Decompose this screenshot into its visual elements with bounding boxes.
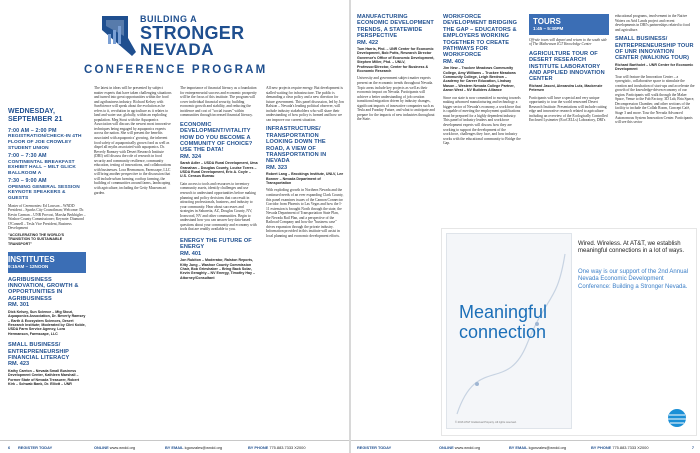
session-speakers: Sarah Adler – USDA Rural Development, Uma Granahan – Douglas County, Louise Torres – USDA Rural Development, Eric A. Coyle – U.S. Census Bureau [180,161,258,179]
session-body: With exploding growth in Northern Nevada and the continued needs of an ever expanding Clark County, this panel examines issues of the Cannon Connector Corridor from Phoenix to Las Vegas and how the I-11 extension is brought North through the state, the Nevada Department of Transportation State Plan, the Nevada Rail Plan, and a perspective of the Railroad Company and how the "business case" drives expansion through the private industry. Information provided in this institute will assist in local planning and economic development efforts. [266,188,344,238]
ad-body: Wired. Wireless. At AT&T, we establish meaningful connections in a lot of ways. [578,241,685,255]
dri-continued: educational programs, involvement in the Native Waters on Arid Lands project and recent developments in DRI's partnerships related to food and agriculture. [615,14,691,32]
logo-line-3: NEVADA [140,40,215,59]
logo-line-1: BUILDING A [140,14,198,24]
page-number: 7 [691,445,694,450]
schedule-time: 7:00 – 7:30 AM [8,153,47,160]
session-room: RM. 401 [180,250,202,257]
phone-number: 775.883.7333 X2000 [269,445,306,450]
ad-headline-line-1: Meaningful [459,302,548,322]
right-column-3 [529,14,609,224]
day-heading: WEDNESDAY, SEPTEMBER 21 [8,108,63,123]
session-title: ENERGY THE FUTURE OF ENERGY [180,237,252,251]
email-link[interactable]: kgonzales@wndd.org [528,445,567,450]
session-title: SMALL BUSINESS/ ENTREPRENEURSHIP TOUR OF UNR INNOVATION CENTER (WALKING TOUR) [615,36,694,62]
session-title: AGRICULTURE TOUR OF DESERT RESEARCH INSTITUTE LABORATORY AND APPLIED INNOVATION CENTER [529,50,605,83]
session-body: Participants will have a special and very unique opportunity to tour the world renowned Desert Research Institute. Presentations will include cutting edge and innovative research related to agriculture including an overview of the Ecologically Controlled Enclosed Lysimeter (EcoCELLs) Laboratory, DRI's [529,95,608,123]
session-title: ECONOMIC DEVELOPMENT/VITALITY HOW DO YOU BECOME A COMMUNITY OF CHOICE? USE THE DATA! [180,121,253,154]
right-column-4 [615,14,695,224]
session-block [443,14,521,146]
session-title: INFRASTRUCTURE/ TRANSPORTATION LOOKING DOWN THE ROAD, A VIEW OF TRANSPORTATION IN NEVADA [266,126,327,165]
institutes-label: INSTITUTES [8,255,55,265]
schedule-time: 7:30 – 9:00 AM [8,178,47,185]
session-room: RM. 402 [443,58,465,65]
email-label: BY EMAIL [509,445,528,450]
session-speakers: Jim New – Truckee Meadows Community College, Amy Williams – Truckee Meadows Community College, Leigh Berdrow – Academy for Career Education, Lindsay Mason – Western Nevada College Partner, Aaron West – NV Builders Alliance [443,66,516,93]
att-globe-logo-icon [666,407,688,429]
session-body: University and government subject matter experts present on the economic trends throughout Nevada. Topic areas include key projects as well as their economic impact on Nevada. Participants will achieve a better understanding of job creation transitional migration driven by industry changes, significant impacts of innovative companies such as Tesla and Faraday Future, and what to anticipate and prepare for the impacts of new industries throughout the State. [357,76,435,122]
session-speakers: Dick Kelsey, Sun Science – Mtg Stout, Aquaponics Association, Dr. Beverly Ramsey – Earth & Ecosystem Sciences, Desert Research Institute; Moderated by Clint Koble, USDA Farm Service Agency, Lora Hermanson, Farmscape, LLC [8,309,86,336]
session-block [529,51,609,123]
left-col3-sessions [180,122,258,280]
right-col2-sessions [443,14,521,146]
program-title: CONFERENCE PROGRAM [84,64,268,76]
schedule-title: OPENING GENERAL SESSION KEYNOTE SPEAKERS & GUESTS [8,184,80,201]
left-column-2 [94,86,172,432]
schedule-title: REGISTRATION/CHECK-IN 4TH FLOOR OF JOE CROWLEY STUDENT UNION [8,134,82,151]
left-column-1 [8,108,86,436]
session-block [615,36,695,124]
email-label: BY EMAIL [165,445,184,450]
ad-fine-print: © 2016 AT&T Intellectual Property. All rights reserved. [455,421,517,424]
session-speakers: Richard Bartholet – UNR Center for Economic Development [615,62,694,72]
session-block [357,14,435,122]
left-footer [0,440,349,453]
session-speakers: Jon Rubiton – Moderator, Ralston Reports, Kitty Jung – Washoe County Commission Chair, Bob Grieshaber – Bring Back Solar, Kevin Geraghty – NV Energy, Timothy Hay – Attorney/Consultant [180,258,255,280]
session-speakers: Kathy Carrion – Nevada Small Business Development Center, Kathleen Marshall – Former State of Nevada Treasurer, Robert Kirk – Schwab Bank, Dr. Elliott – UNR [8,368,80,386]
register-today: REGISTER TODAY [357,445,392,450]
left-col4-sessions [266,126,344,238]
online-link[interactable]: www.wndd.org [454,445,481,450]
ad-image-panel [446,233,572,429]
right-col3-sessions [529,51,609,123]
ad-headline-line-2: connection [459,322,547,342]
nevada-state-icon [98,12,138,58]
left-col1-sessions [8,277,86,387]
agribusiness-body: The latest in ideas will be presented by subject matter experts that have taken challenging situations and turned into great opportunities within the food and agribusiness industry. Richard Kelsey with SunScience will speak about the evolution as he refers to it, revolution in agriculture as it relates to land and water use, globally, within an exploding population. Meg Stout with the Aquaponics Association will discuss the newest most innovative techniques being engaged by aquaponics experts across the nation. She will present the benefits associated with aquaponics' growing, the inherent food safety of aquaponically grown food as well as dispel all myths associated with aquaponics. Dr. Beverly Ramsey with Desert Research Institute (DRI) will discuss the role of research in food security and community resilience, community education, testing of innovations, and collaborations with businesses. Lora Hermanson, Farmscape, LLC will bring another perspective to the discussion that will include urban farming, rooftop farming, the building of communities around farms, landscaping with agriculture, including the Getty Museum art garden. [94,86,172,195]
institutes-time: 9:15AM – 12NOON [8,264,49,270]
financial-literacy-body: The importance of financial literacy as a foundation for entrepreneurial success and economic prosperity will be the focus of this institute. The program will cover individual financial security, building economic growth and stability, and reducing the incidence and cost of "social issues" within communities through increased financial literacy. [180,86,257,118]
opening-theme: "ACCELERATING THE WORLD'S TRANSITION TO SUSTAINABLE TRANSPORT" [8,232,64,246]
session-block [8,342,86,386]
left-page [0,0,349,453]
session-title: AGRIBUSINESS INNOVATION, GROWTH & OPPORTUNITIES IN AGRIBUSINESS [8,276,79,302]
session-room: RM. 423 [8,361,30,368]
online-link[interactable]: www.wndd.org [109,445,136,450]
right-column-2 [443,14,521,224]
conference-logo [98,10,268,60]
tours-label: TOURS [533,17,561,26]
schedule-title: CONTINENTAL BREAKFAST EXHIBIT HALL – MILT GLICK BALLROOM A [8,159,76,176]
left-column-4 [266,86,344,432]
tours-bar [529,14,609,35]
left-column-3 [180,86,258,432]
email-link[interactable]: kgonzales@wndd.org [184,445,223,450]
schedule-list [8,128,86,202]
session-speakers: Robert Lang – Brookings Institute, UNLV, Lee Bonner – Nevada Department of Transportation [266,172,344,186]
session-room: RM. 301 [8,302,30,309]
session-body: Tour will feature the Innovation Center – a synergistic, collaborative space to stimulate the creation and incubation of start-ups and accelerate the growth of the knowledge-driven economy of our region. Participants will walk through the Maker Space, Venue to the Fab Factory, 3D Lab, Bria Space, Decompression Chamber, and other sections of the facility to include the Collab Room, Concept Café, Stage 3 and more. Tour the Nevada Advanced Autonomous System Innovation Center. Participants will see this sector [615,74,695,125]
session-block [266,126,344,238]
tours-time: 1:45 – 5:30PM [533,26,564,31]
session-title: MANUFACTURING ECONOMIC DEVELOPMENT TRENDS, A STATEWIDE PERSPECTIVE [357,14,434,40]
session-block [180,122,258,232]
online-label: ONLINE [439,445,454,450]
session-body: Since our state is now committed to moving towards making advanced manufacturing and technology a bigger sector of Nevada's economy, a workforce that is capable of meeting the employment qualifications must be prepared for a highly dependent industry. This panel of industry leaders and workforce development experts will discuss how they are working to support the development of the workforce, challenges they face, and how industry works with the educational community to Bridge the Gap. [443,95,521,146]
att-ad [441,228,697,436]
session-title: SMALL BUSINESS/ ENTREPRENEURSHIP FINANCIAL LITERACY [8,342,70,361]
session-room: RM. 324 [180,153,202,160]
right-page [351,0,700,453]
energy-body: All new projects require energy. But development is stalled waiting for infrastructure. The public is demanding a clear policy and a new direction for future government. This panel discussion, led by Jon Ralston – Nevada's leading political observer, will include industry stakeholders who will share their understanding of how policy is formed and how we can improve our current situation. [266,86,344,122]
register-today: REGISTER TODAY [18,445,53,450]
online-label: ONLINE [94,445,109,450]
ad-highlight: One way is our support of the 2nd Annual Nevada Economic Development Conference: Building a Stronger Nevada. [578,269,689,290]
tours-intro: Off-site tours will depart and return to the south side of The Mathewson IGT Knowledge Center [529,37,608,47]
logo-line-2: STRONGER [140,23,245,43]
right-col1-sessions [357,14,435,122]
session-title: WORKFORCE DEVELOPMENT BRIDGING THE GAP – EDUCATORS & EMPLOYERS WORKING TOGETHER TO CREATE PATHWAYS FOR WORKFORCE [443,14,518,59]
phone-label: BY PHONE [591,445,612,450]
session-room: RM. 323 [266,164,288,171]
schedule-time: 7:00 AM – 2:00 PM [8,128,57,134]
session-block [180,238,258,280]
session-body: Gain access to tools and resources to inventory community assets, identify challenges and use research to understand opportunities before making planning and policy decisions that can result in attracting professionals, business, and industry to your community. Hear about successes and strategies in Sabaretta, AZ, Douglas County, NV, Ironwood, NV and other communities. Begin to understand how you can answer key data-based questions about your community and economy with tools that are readily available to you. [180,181,257,232]
institutes-bar [8,252,86,273]
session-room: RM. 422 [357,39,379,46]
session-speakers: Tom Harris, Phd. – UNR Center for Economic Development, Bob Potts, Research Director Governor's Office of Economic Development, Stephen Miller, Phd. – UNLV, Professor/Director, Center for Business & Economic Research [357,47,435,74]
right-column-1 [357,14,435,434]
session-block [8,277,86,336]
right-col4-sessions [615,36,695,124]
phone-label: BY PHONE [248,445,269,450]
right-footer [351,440,700,453]
session-speakers: Richard Jasoni, Alexandra Lutz, Mackenzie Petersen [529,83,603,93]
phone-number: 775.883.7333 X2000 [612,445,649,450]
page-number: 6 [8,445,11,450]
opening-speakers: Master of Ceremonies: Ed Lawson – WNDD President – Sparks City Councilman; Welcome: Dr. Kevin Carman – UNR Provost, Marsha Berkbigler – Washoe County Commissioner; Keynote: Diamond O'Connell – Tesla Vice President, Business Development [8,203,86,231]
